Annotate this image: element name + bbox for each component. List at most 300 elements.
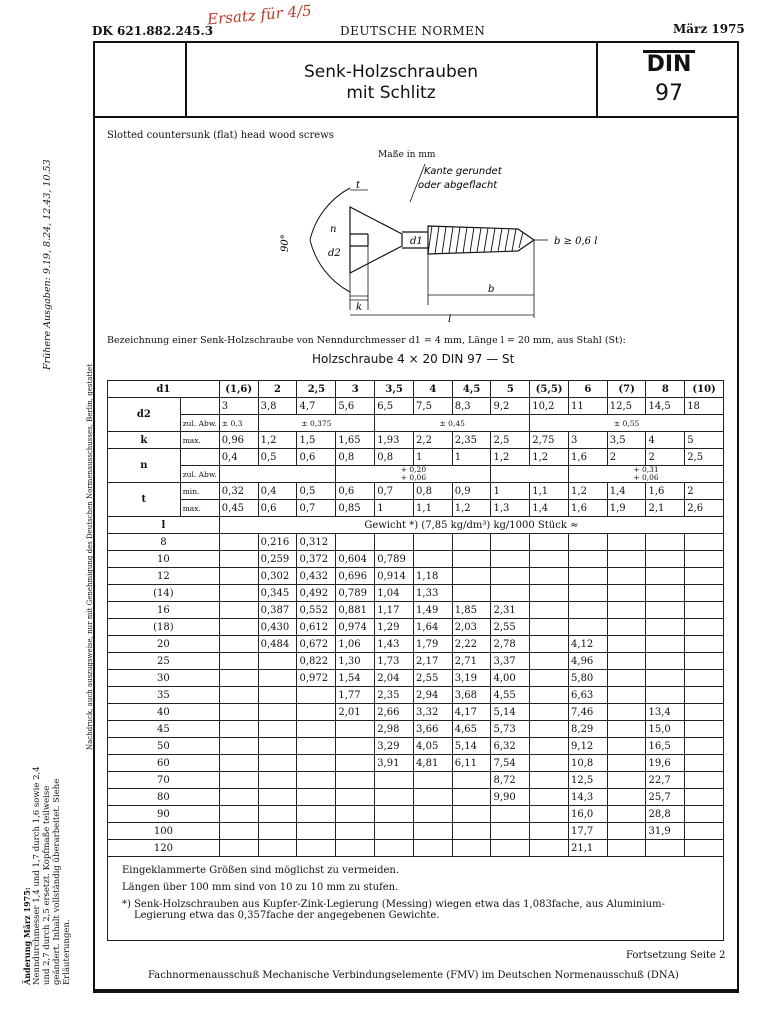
designation-example: Holzschraube 4 × 20 DIN 97 — St: [312, 352, 515, 366]
weight-value: 10,8: [569, 755, 608, 772]
weight-value: 2,35: [375, 687, 414, 704]
table-cell: 0,7: [375, 483, 414, 500]
weight-value: 0,259: [258, 551, 297, 568]
weight-value: 0,302: [258, 568, 297, 585]
weight-value: 4,81: [414, 755, 453, 772]
weight-value: [530, 568, 569, 585]
table-cell: ± 0,3: [219, 415, 258, 432]
weight-value: 0,345: [258, 585, 297, 602]
table-cell: 2,75: [530, 432, 569, 449]
table-cell: [180, 449, 219, 466]
weight-value: [219, 653, 258, 670]
weight-value: [607, 602, 646, 619]
weight-value: [219, 840, 258, 857]
weight-value: [219, 721, 258, 738]
table-cell: 1,2: [452, 500, 491, 517]
weight-value: 0,372: [297, 551, 336, 568]
weight-value: 4,05: [414, 738, 453, 755]
drawing-label-d1: d1: [410, 236, 423, 247]
weight-value: [685, 636, 724, 653]
table-cell: 5: [685, 432, 724, 449]
header-d1: d1: [108, 381, 220, 398]
weight-value: 1,18: [414, 568, 453, 585]
weight-value: [336, 755, 375, 772]
drawing-b-note: b ≥ 0,6 l: [554, 236, 598, 247]
weight-value: 0,484: [258, 636, 297, 653]
weight-value: 13,4: [646, 704, 685, 721]
weight-value: [685, 755, 724, 772]
note-brackets: Eingeklammerte Größen sind möglichst zu vermeiden.: [122, 865, 400, 876]
table-cell: 0,45: [219, 500, 258, 517]
weight-value: [530, 772, 569, 789]
weight-value: 22,7: [646, 772, 685, 789]
weight-value: [452, 534, 491, 551]
weight-value: 16,5: [646, 738, 685, 755]
table-cell: 1,4: [530, 500, 569, 517]
weight-value: 0,789: [375, 551, 414, 568]
length-value: 12: [108, 568, 220, 585]
table-cell: 0,32: [219, 483, 258, 500]
weight-value: [646, 687, 685, 704]
table-cell: 0,9: [452, 483, 491, 500]
weight-value: [607, 772, 646, 789]
weight-value: 19,6: [646, 755, 685, 772]
weight-value: [530, 687, 569, 704]
weight-value: [530, 670, 569, 687]
weight-value: 0,492: [297, 585, 336, 602]
weight-row: [108, 721, 724, 738]
table-cell: 1,3: [491, 500, 530, 517]
weight-value: [297, 789, 336, 806]
header-d1-value: 5: [491, 381, 530, 398]
weight-value: [569, 619, 608, 636]
weight-value: 15,0: [646, 721, 685, 738]
length-value: 90: [108, 806, 220, 823]
table-cell: 0,8: [375, 449, 414, 466]
length-value: 20: [108, 636, 220, 653]
weight-value: [414, 823, 453, 840]
weight-value: 2,71: [452, 653, 491, 670]
table-cell: 2,5: [685, 449, 724, 466]
weight-value: [258, 738, 297, 755]
weight-row: [108, 653, 724, 670]
weight-value: [646, 585, 685, 602]
drawing-label-k: k: [356, 302, 363, 313]
weight-value: [685, 789, 724, 806]
weight-value: [219, 755, 258, 772]
weight-row: [108, 602, 724, 619]
weight-value: [530, 602, 569, 619]
weight-value: 1,64: [414, 619, 453, 636]
page-title: Senk-Holzschrauben mit Schlitz: [303, 62, 479, 103]
weight-value: [219, 534, 258, 551]
label-zul-abw: zul. Abw.: [180, 415, 219, 432]
weight-value: 16,0: [569, 806, 608, 823]
side-aenderung-3: geändert. Inhalt vollständig überarbeitet. Siehe: [52, 778, 62, 985]
weight-value: [297, 721, 336, 738]
weight-value: [569, 551, 608, 568]
header-d1-value: 2,5: [297, 381, 336, 398]
weight-value: [375, 823, 414, 840]
weight-value: [297, 772, 336, 789]
table-cell: 2,2: [414, 432, 453, 449]
weight-value: [607, 653, 646, 670]
length-value: 70: [108, 772, 220, 789]
weight-value: [297, 823, 336, 840]
length-value: (18): [108, 619, 220, 636]
weight-row: [108, 772, 724, 789]
side-frueher: Frühere Ausgaben: 9.19, 8.24, 12.43, 10.53: [42, 159, 53, 370]
length-value: 80: [108, 789, 220, 806]
table-cell: ± 0,45: [375, 415, 530, 432]
table-cell: 1,2: [491, 449, 530, 466]
weight-value: [530, 738, 569, 755]
row-n-tol: [108, 466, 724, 483]
table-cell: 3: [219, 398, 258, 415]
weight-value: [607, 551, 646, 568]
weight-value: [685, 806, 724, 823]
length-value: 25: [108, 653, 220, 670]
weight-value: 0,822: [297, 653, 336, 670]
title-divider-right: [596, 41, 598, 118]
table-cell: 0,96: [219, 432, 258, 449]
table-cell: 1: [452, 449, 491, 466]
weight-value: [219, 789, 258, 806]
weight-value: [219, 619, 258, 636]
row-d1: [108, 381, 724, 398]
row-d2-tol: [108, 415, 724, 432]
table-cell: 0,4: [219, 449, 258, 466]
table-cell: 1,9: [607, 500, 646, 517]
designation-text: Bezeichnung einer Senk-Holzschraube von Nenndurchmesser d1 = 4 mm, Länge l = 20 mm, aus Stahl (St):: [107, 335, 626, 346]
weight-value: [685, 602, 724, 619]
row-t-min: [108, 483, 724, 500]
weight-value: 3,29: [375, 738, 414, 755]
row-n: [108, 449, 724, 466]
table-cell: 3,5: [607, 432, 646, 449]
table-cell: 0,4: [258, 483, 297, 500]
weight-header: Gewicht *) (7,85 kg/dm³) kg/1000 Stück ≈: [219, 517, 723, 534]
drawing-label-t: t: [356, 180, 361, 191]
weight-value: 0,604: [336, 551, 375, 568]
weight-value: 17,7: [569, 823, 608, 840]
length-value: 60: [108, 755, 220, 772]
weight-value: 6,11: [452, 755, 491, 772]
weight-value: [607, 670, 646, 687]
handwritten-note: Ersatz für 4/5: [206, 1, 313, 29]
weight-value: 2,22: [452, 636, 491, 653]
weight-value: [452, 585, 491, 602]
weight-value: [297, 806, 336, 823]
weight-value: [375, 772, 414, 789]
notes-box: [107, 857, 724, 941]
table-cell: 14,5: [646, 398, 685, 415]
weight-value: [219, 823, 258, 840]
header-center: DEUTSCHE NORMEN: [340, 24, 486, 38]
note-material-b: Legierung etwa das 0,357fache der angegebenen Gewichte.: [134, 910, 440, 921]
weight-value: 1,06: [336, 636, 375, 653]
weight-value: [219, 670, 258, 687]
weight-value: [685, 840, 724, 857]
label-zul-abw: zul. Abw.: [180, 466, 219, 483]
weight-value: 1,79: [414, 636, 453, 653]
weight-value: [375, 840, 414, 857]
weight-value: [452, 772, 491, 789]
weight-value: 1,43: [375, 636, 414, 653]
weight-value: [530, 755, 569, 772]
weight-value: [607, 704, 646, 721]
weight-value: 0,881: [336, 602, 375, 619]
weight-value: [219, 806, 258, 823]
length-value: (14): [108, 585, 220, 602]
weight-value: [530, 721, 569, 738]
weight-value: 4,17: [452, 704, 491, 721]
weight-value: [646, 653, 685, 670]
weight-value: [530, 653, 569, 670]
weight-value: [258, 772, 297, 789]
label-min: min.: [180, 483, 219, 500]
weight-value: [685, 704, 724, 721]
weight-value: 2,03: [452, 619, 491, 636]
header-d1-value: (7): [607, 381, 646, 398]
weight-value: 5,73: [491, 721, 530, 738]
weight-row: [108, 619, 724, 636]
weight-value: [258, 670, 297, 687]
weight-value: [530, 789, 569, 806]
weight-value: 12,5: [569, 772, 608, 789]
weight-value: 1,85: [452, 602, 491, 619]
table-cell: 1,1: [414, 500, 453, 517]
weight-value: [530, 551, 569, 568]
continued-note: Fortsetzung Seite 2: [626, 950, 726, 961]
weight-row: [108, 738, 724, 755]
weight-value: [258, 840, 297, 857]
weight-value: 9,90: [491, 789, 530, 806]
weight-value: [219, 551, 258, 568]
table-cell: 2,5: [491, 432, 530, 449]
weight-value: 28,8: [646, 806, 685, 823]
weight-value: 1,17: [375, 602, 414, 619]
table-cell: 1,2: [530, 449, 569, 466]
weight-value: 0,974: [336, 619, 375, 636]
weight-value: 0,914: [375, 568, 414, 585]
weight-value: 3,68: [452, 687, 491, 704]
weight-value: [646, 568, 685, 585]
table-cell: 9,2: [491, 398, 530, 415]
weight-value: [607, 840, 646, 857]
side-nachdruck: Nachdruck, auch auszugsweise, nur mit Genehmigung des Deutschen Normenausschusses, Berlin, gestattet: [86, 363, 94, 750]
table-cell: 18: [685, 398, 724, 415]
weight-value: [219, 704, 258, 721]
table-cell: 1,2: [258, 432, 297, 449]
table-cell: 1,4: [607, 483, 646, 500]
weight-value: [646, 602, 685, 619]
weight-value: [414, 806, 453, 823]
weight-value: [685, 534, 724, 551]
weight-value: [646, 534, 685, 551]
weight-value: [452, 840, 491, 857]
weight-value: 4,00: [491, 670, 530, 687]
table-cell: ± 0,55: [530, 415, 724, 432]
weight-value: [685, 551, 724, 568]
header-d1-value: (5,5): [530, 381, 569, 398]
weight-value: [607, 755, 646, 772]
weight-value: [258, 721, 297, 738]
weight-value: [219, 568, 258, 585]
table-cell: 1,6: [569, 500, 608, 517]
header-d1-value: 4: [414, 381, 453, 398]
weight-value: [685, 585, 724, 602]
weight-value: [530, 619, 569, 636]
weight-value: 2,01: [336, 704, 375, 721]
weight-value: [685, 738, 724, 755]
weight-value: [258, 755, 297, 772]
table-cell: 0,6: [297, 449, 336, 466]
weight-value: 6,32: [491, 738, 530, 755]
length-value: 30: [108, 670, 220, 687]
table-cell: 1,2: [569, 483, 608, 500]
length-value: 35: [108, 687, 220, 704]
weight-value: 4,12: [569, 636, 608, 653]
weight-value: [452, 806, 491, 823]
weight-value: 2,55: [414, 670, 453, 687]
table-cell: [180, 398, 219, 415]
header-d1-value: 4,5: [452, 381, 491, 398]
weight-value: [685, 670, 724, 687]
weight-value: [646, 551, 685, 568]
screw-drawing: [270, 160, 630, 325]
weight-row: [108, 755, 724, 772]
weight-value: [569, 568, 608, 585]
weight-value: [491, 551, 530, 568]
table-cell: 2,35: [452, 432, 491, 449]
weight-value: [607, 789, 646, 806]
weight-value: [607, 823, 646, 840]
weight-value: 0,387: [258, 602, 297, 619]
weight-value: 8,29: [569, 721, 608, 738]
weight-value: 7,54: [491, 755, 530, 772]
weight-value: 0,312: [297, 534, 336, 551]
weight-row: [108, 840, 724, 857]
footer-rule: [93, 991, 739, 993]
weight-value: [685, 653, 724, 670]
length-value: 120: [108, 840, 220, 857]
din-number: 97: [655, 81, 683, 106]
weight-value: [258, 653, 297, 670]
weight-row: [108, 704, 724, 721]
table-cell: 1,93: [375, 432, 414, 449]
weight-value: [530, 806, 569, 823]
din-label: DIN: [643, 50, 696, 77]
units-note: Maße in mm: [378, 150, 436, 160]
row-d2: [108, 398, 724, 415]
weight-value: [258, 823, 297, 840]
weight-value: 2,94: [414, 687, 453, 704]
weight-value: [530, 534, 569, 551]
table-cell: 1,6: [646, 483, 685, 500]
english-title: Slotted countersunk (flat) head wood screws: [107, 130, 334, 141]
table-cell: ± 0,375: [258, 415, 375, 432]
weight-value: [297, 738, 336, 755]
weight-value: [336, 789, 375, 806]
dk-number: DK 621.882.245.3: [92, 24, 214, 38]
table-cell: 2,1: [646, 500, 685, 517]
header-d1-value: 8: [646, 381, 685, 398]
weight-value: 1,54: [336, 670, 375, 687]
weight-value: [491, 534, 530, 551]
weight-value: [646, 636, 685, 653]
weight-value: [569, 534, 608, 551]
weight-value: [569, 602, 608, 619]
weight-value: 2,55: [491, 619, 530, 636]
weight-value: 25,7: [646, 789, 685, 806]
weight-value: [607, 721, 646, 738]
length-value: 50: [108, 738, 220, 755]
weight-value: 0,432: [297, 568, 336, 585]
table-cell: + 0,20 + 0,06: [336, 466, 491, 483]
note-material-a: *) Senk-Holzschrauben aus Kupfer-Zink-Legierung (Messing) wiegen etwa das 1,083fache, aus Aluminium-: [122, 899, 665, 910]
drawing-label-angle: 90°: [280, 234, 291, 252]
label-n: n: [108, 449, 181, 483]
weight-value: [336, 534, 375, 551]
weight-value: [452, 568, 491, 585]
weight-value: 0,696: [336, 568, 375, 585]
weight-value: 2,04: [375, 670, 414, 687]
header-d1-value: (1,6): [219, 381, 258, 398]
table-cell: 2: [685, 483, 724, 500]
table-cell: 2: [646, 449, 685, 466]
drawing-label-d2: d2: [328, 248, 341, 259]
row-t-max: [108, 500, 724, 517]
weight-value: [414, 534, 453, 551]
weight-value: 3,66: [414, 721, 453, 738]
table-cell: 1: [414, 449, 453, 466]
weight-value: 1,73: [375, 653, 414, 670]
weight-value: 7,46: [569, 704, 608, 721]
weight-value: 1,04: [375, 585, 414, 602]
committee-footer: Fachnormenausschuß Mechanische Verbindungselemente (FMV) im Deutschen Normenausschuß (DNA): [148, 970, 679, 981]
weight-value: 3,91: [375, 755, 414, 772]
side-aenderung-2: und 2,7 durch 2,5 ersetzt. Kopfmaße teilweise: [42, 785, 52, 985]
weight-value: [414, 840, 453, 857]
weight-value: 14,3: [569, 789, 608, 806]
weight-value: [607, 687, 646, 704]
weight-value: 9,12: [569, 738, 608, 755]
weight-value: [491, 568, 530, 585]
weight-value: [685, 721, 724, 738]
header-d1-value: 3: [336, 381, 375, 398]
weight-value: [258, 789, 297, 806]
weight-value: 4,65: [452, 721, 491, 738]
side-aenderung-title: Änderung März 1975:: [22, 887, 32, 985]
side-aenderung-4: Erläuterungen.: [62, 919, 72, 985]
weight-value: [452, 789, 491, 806]
table-cell: 1: [375, 500, 414, 517]
weight-value: [646, 619, 685, 636]
table-cell: + 0,31 + 0,06: [569, 466, 724, 483]
length-value: 10: [108, 551, 220, 568]
table-cell: 4,7: [297, 398, 336, 415]
row-l-header: [108, 517, 724, 534]
weight-value: [646, 670, 685, 687]
weight-value: [336, 840, 375, 857]
drawing-label-b: b: [488, 284, 495, 295]
weight-value: [491, 806, 530, 823]
table-cell: 2: [607, 449, 646, 466]
weight-value: [530, 823, 569, 840]
weight-value: [607, 806, 646, 823]
weight-value: [297, 704, 336, 721]
